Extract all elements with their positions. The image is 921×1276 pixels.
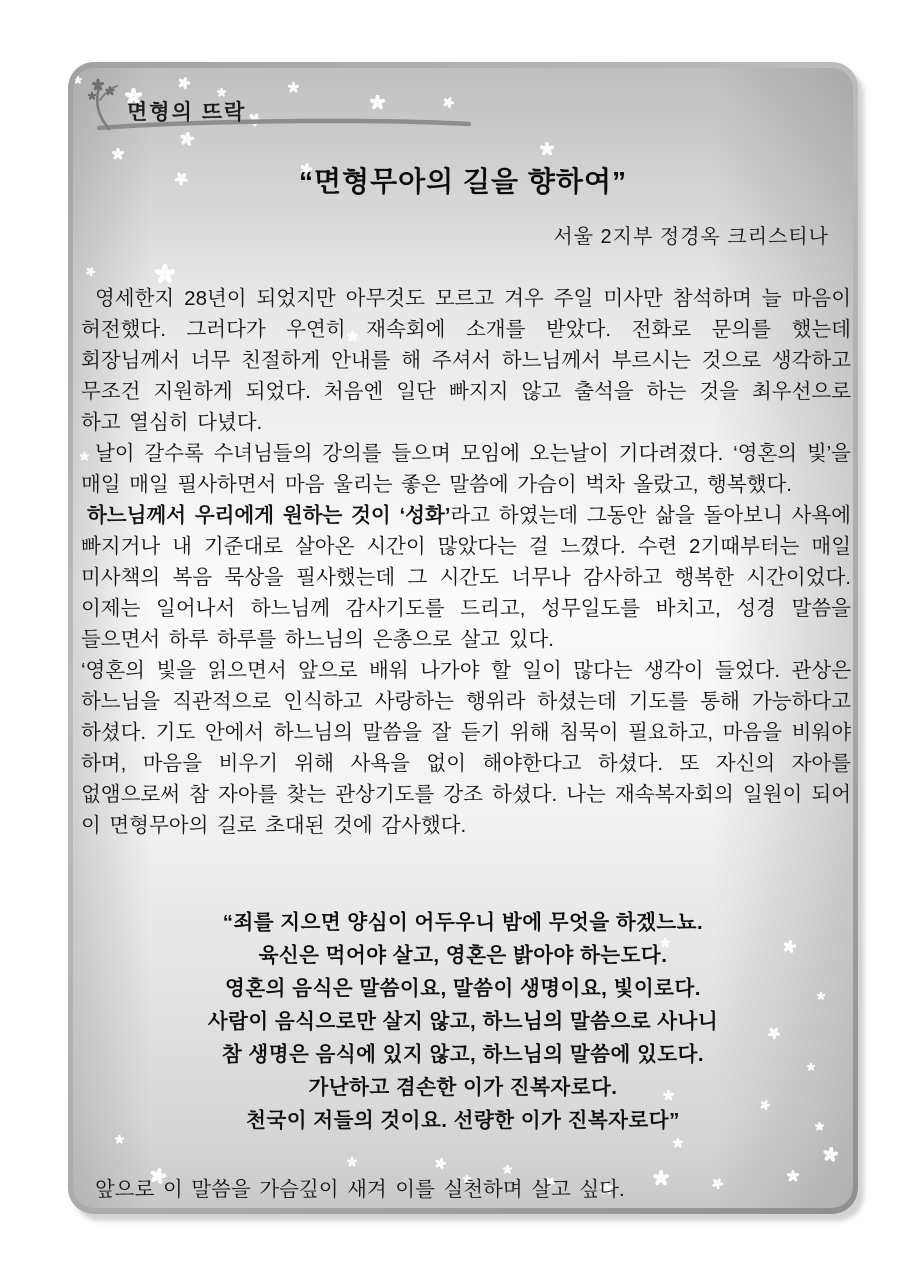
paragraph-4: ‘영혼의 빛을 읽으면서 앞으로 배워 나가야 할 일이 많다는 생각이 들었다. 관상은 하느님을 직관적으로 인식하고 사랑하는 행위라 하셨는데 기도를 통해 가능하다고 하셨다. 기도 안에서 하느님의 말씀을 잘 듣기 위해 침묵이 필요하고, 마음을 비워야 하며, 마음을 비우기 위해 사욕을 없이 해야한다고 하셨다. 또 자신의 자아를 없앰으로써 참 자아를 찾는 관상기도를 강조 하셨다. 나는 재속복자회의 일원이 되어 이 면형무아의 길로 초대된 것에 감사했다. xyxy=(81,659,851,837)
article-byline: 서울 2지부 정경옥 크리스티나 xyxy=(553,226,829,248)
article-body xyxy=(81,283,851,841)
paragraph-1: 영세한지 28년이 되었지만 아무것도 모르고 겨우 주일 미사만 참석하며 늘 마음이 허전했다. 그러다가 우연히 재속회에 소개를 받았다. 전화로 문의를 했는데 회장님께서 너무 친절하게 안내를 해 주셔서 하느님께서 부르시는 것으로 생각하고 무조건 지원하게 되었다. 처음엔 일단 빠지지 않고 출석을 하는 것을 최우선으로 하고 열심히 다녔다. xyxy=(81,287,851,434)
poem-line: 참 생명은 음식에 있지 않고, 하느님의 말씀에 있도다. xyxy=(221,1043,705,1066)
poem-line: 영혼의 음식은 말씀이요, 말씀이 생명이요, 빛이로다. xyxy=(225,977,701,1000)
poem-line: 사람이 음식으로만 살지 않고, 하느님의 말씀으로 사나니 xyxy=(207,1010,719,1033)
badge-label: 면형의 뜨락 xyxy=(127,101,247,124)
paragraph-3: 하느님께서 우리에게 원하는 것이 ‘성화’라고 하였는데 그동안 삶을 돌아보니 사욕에 빠지거나 내 기준대로 살아온 시간이 많았다는 걸 느꼈다. 수련 2기때부터는 매일 미사책의 복음 묵상을 필사했는데 그 시간도 너무나 감사하고 행복한 시간이었다. 이제는 일어나서 하느님께 감사기도를 드리고, 성무일도를 바치고, 성경 말씀을 들으면서 하루 하루를 하느님의 은총으로 살고 있다. xyxy=(81,504,851,651)
page-panel-surface xyxy=(73,68,853,1208)
header-badge xyxy=(83,76,493,148)
poem-line: 천국이 저들의 것이요. 선량한 이가 진복자로다” xyxy=(246,1109,680,1132)
emphasis-bold: 하느님께서 우리에게 원하는 것이 ‘성화’ xyxy=(87,504,451,527)
poem-line: “죄를 지으면 양심이 어두우니 밤에 무엇을 하겠느뇨. xyxy=(222,911,704,934)
page-panel xyxy=(68,62,858,1214)
closing-line: 앞으로 이 말씀을 가슴깊이 새겨 이를 실천하며 살고 싶다. xyxy=(95,1178,625,1201)
paragraph-2: 날이 갈수록 수녀님들의 강의를 들으며 모임에 오는날이 기다려졌다. ‘영혼의 빛’을 매일 매일 필사하면서 마음 울리는 좋은 말씀에 가슴이 벅차 올랐고, 행복했다. xyxy=(81,442,851,496)
poem-line: 육신은 먹어야 살고, 영혼은 밝아야 하는도다. xyxy=(258,944,668,967)
page-content xyxy=(73,68,853,1208)
poem-line: 가난하고 겸손한 이가 진복자로다. xyxy=(308,1076,618,1099)
article-title: “면형무아의 길을 향하여” xyxy=(298,166,628,197)
scripture-poem xyxy=(73,906,853,1137)
